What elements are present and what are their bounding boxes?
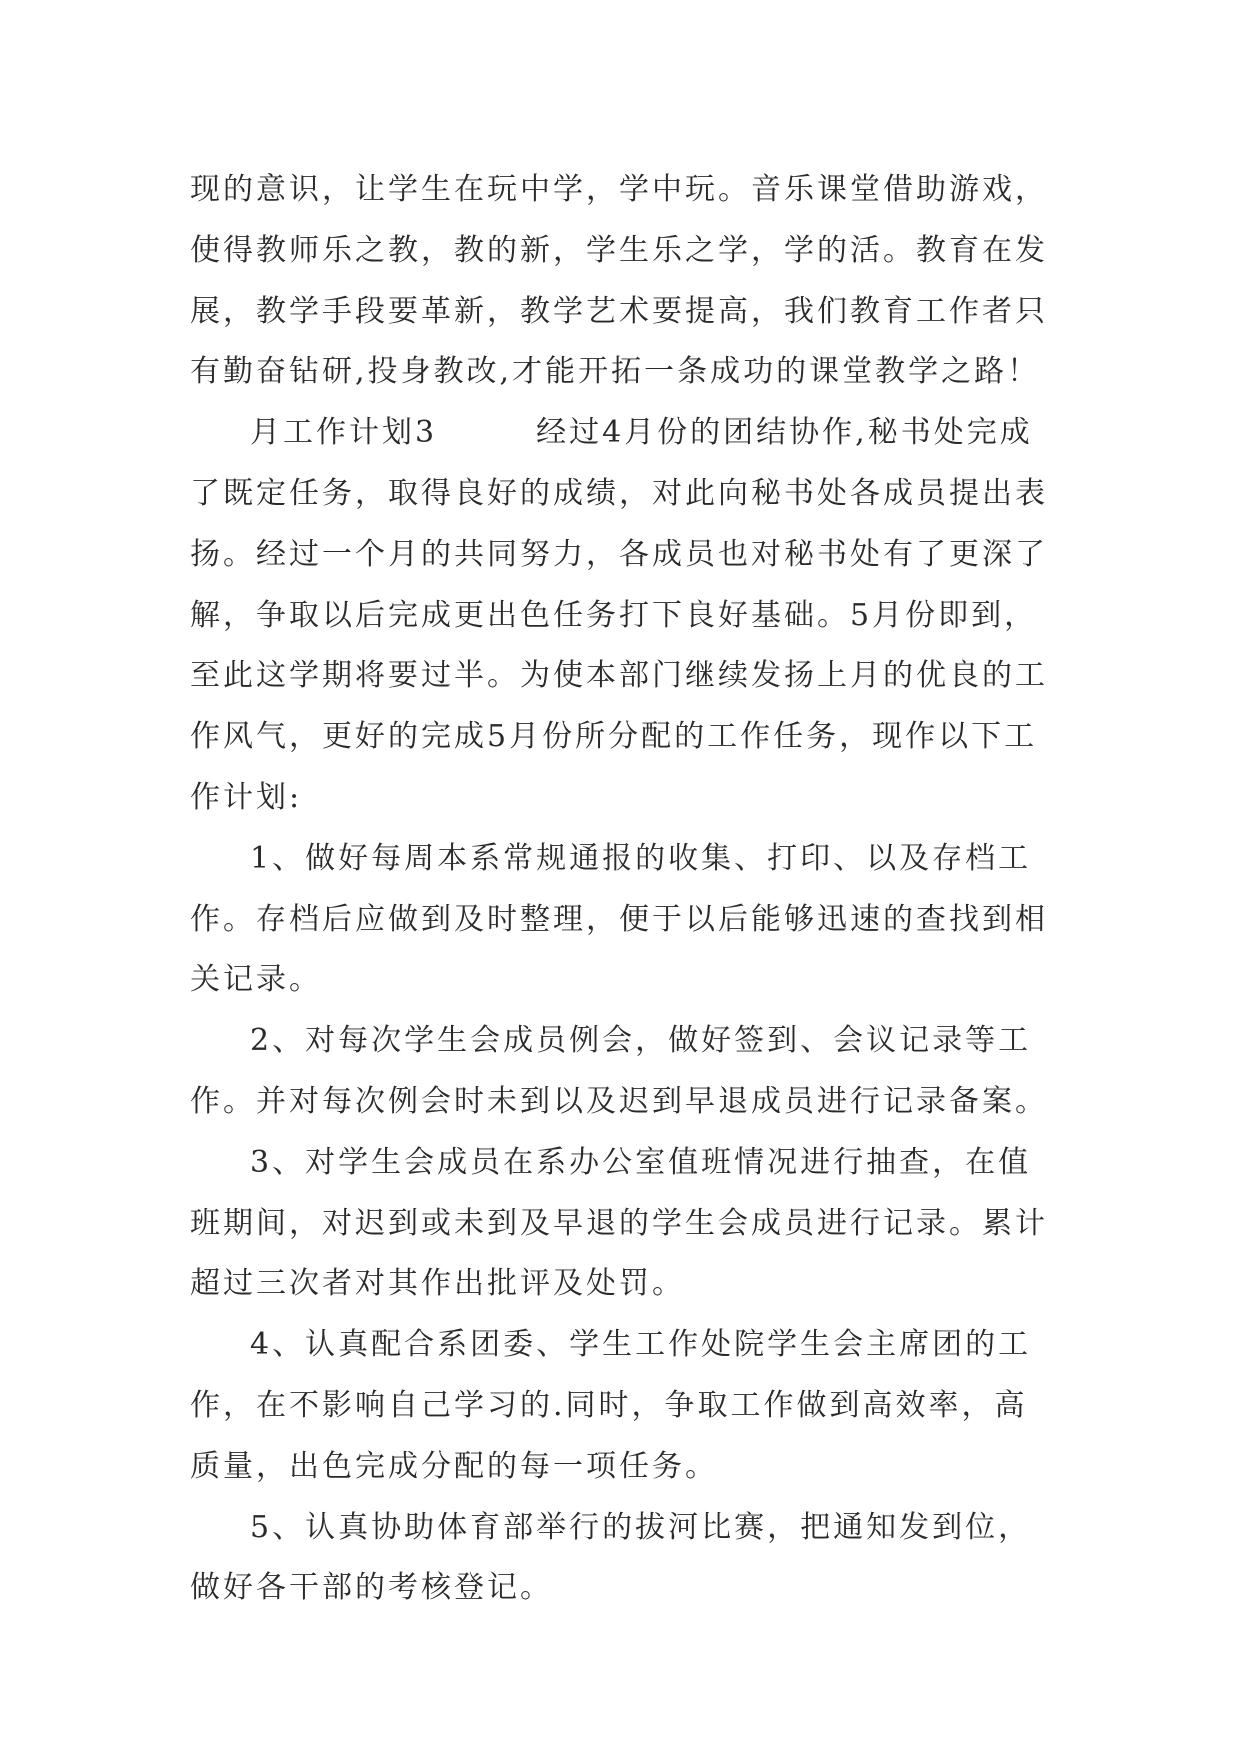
text-line: 作，在不影响自己学习的.同时，争取工作做到高效率，高 — [190, 1387, 1028, 1423]
text-line: 班期间，对迟到或未到及早退的学生会成员进行记录。累计 — [190, 1205, 1048, 1241]
text-line: 现的意识，让学生在玩中学，学中玩。音乐课堂借助游戏， — [190, 172, 1048, 207]
text-line: 解，争取以后完成更出色任务打下良好基础。5月份即到， — [190, 597, 1038, 633]
text-line: 至此这学期将要过半。为使本部门继续发扬上月的优良的工 — [190, 658, 1048, 694]
list-item-line: 1、做好每周本系常规通报的收集、打印、以及存档工 — [250, 840, 1032, 876]
text-line: 作。并对每次例会时未到以及迟到早退成员进行记录备案。 — [190, 1083, 1048, 1119]
list-item-line: 5、认真协助体育部举行的拔河比赛，把通知发到位， — [250, 1509, 1032, 1545]
text-line: 了既定任务，取得良好的成绩，对此向秘书处各成员提出表 — [190, 475, 1048, 511]
text-line: 关记录。 — [190, 962, 322, 998]
document-body — [190, 160, 1070, 1619]
text-line: 扬。经过一个月的共同努力，各成员也对秘书处有了更深了 — [190, 536, 1048, 572]
text-line: 作计划: — [190, 779, 303, 815]
text-line: 展，教学手段要革新，教学艺术要提高，我们教育工作者只 — [190, 293, 1048, 329]
text-line: 作。存档后应做到及时整理，便于以后能够迅速的查找到相 — [190, 901, 1048, 937]
text-line: 做好各干部的考核登记。 — [190, 1570, 553, 1606]
section-heading-line: 月工作计划3 经过4月份的团结协作,秘书处完成 — [250, 415, 1033, 451]
text-line: 使得教师乐之教，教的新，学生乐之学，学的活。教育在发 — [190, 232, 1048, 268]
text-line: 超过三次者对其作出批评及处罚。 — [190, 1266, 685, 1302]
text-line: 有勤奋钻研,投身教改,才能开拓一条成功的课堂教学之路！ — [190, 354, 1041, 390]
list-item-line: 3、对学生会成员在系办公室值班情况进行抽查，在值 — [250, 1144, 1032, 1180]
list-item-line: 2、对每次学生会成员例会，做好签到、会议记录等工 — [250, 1023, 1032, 1059]
list-item-line: 4、认真配合系团委、学生工作处院学生会主席团的工 — [250, 1327, 1032, 1363]
text-line: 作风气，更好的完成5月份所分配的工作任务，现作以下工 — [190, 719, 1038, 755]
text-line: 质量，出色完成分配的每一项任务。 — [190, 1448, 718, 1484]
